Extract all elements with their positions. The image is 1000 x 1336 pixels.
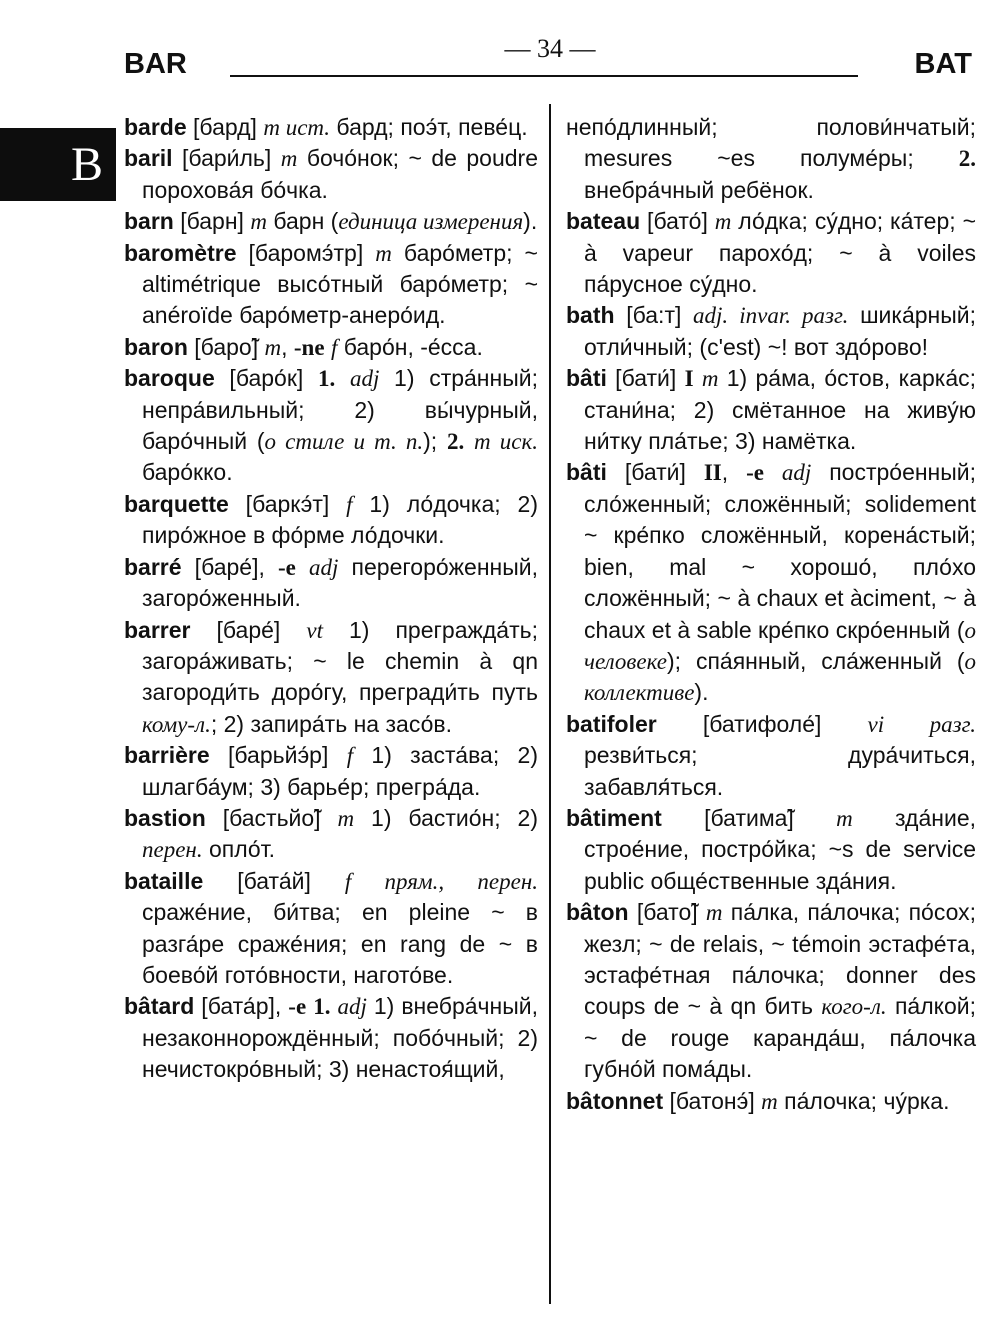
- grammar-label: единица измерения: [338, 209, 524, 235]
- grammar-label: f прям., перен.: [344, 868, 538, 894]
- grammar-label: m: [264, 334, 282, 360]
- grammar-label: о коллективе: [584, 648, 976, 706]
- entry-text: [ба:т]: [614, 302, 694, 329]
- headword: barde: [124, 114, 187, 140]
- grammar-label: m: [714, 209, 732, 235]
- dictionary-entry: [124, 991, 538, 1085]
- headword: barré: [124, 553, 182, 580]
- entry-text: ).: [523, 208, 538, 235]
- headword: barrière: [124, 742, 210, 769]
- entry-text: ; 2) запира́ть на засо́в.: [210, 710, 452, 737]
- entry-text: [бард]: [186, 114, 264, 140]
- entry-text: 1) стра́нный; непра́вильный; 2) вы́чурный, баро́чный (: [142, 365, 538, 455]
- grammar-label: f: [346, 491, 353, 517]
- entry-text: [бата́р],: [194, 993, 289, 1020]
- entry-text: [баре́]: [190, 616, 307, 643]
- headword: bâton: [566, 899, 629, 926]
- entry-text: баро́кко.: [142, 459, 233, 486]
- entry-text: 1) ра́ма, о́стов, карка́с; стани́на; 2) смётанное на живу́ю ни́тку пла́тье; 3) намётка.: [584, 365, 977, 455]
- left-running-headword: BAR: [124, 48, 187, 80]
- dictionary-entry: [124, 866, 538, 992]
- sense-marker: -e: [278, 554, 296, 580]
- sense-marker: -ne: [293, 334, 325, 360]
- right-running-headword: BAT: [914, 48, 972, 80]
- sense-marker: 1.: [318, 366, 336, 392]
- sense-marker: -e: [746, 460, 764, 486]
- entry-text: );: [423, 428, 447, 455]
- dictionary-entry: [124, 615, 538, 741]
- entry-text: па́лкой; ~ de rouge каранда́ш, па́лочка губно́й пома́ды.: [584, 993, 976, 1083]
- headword: baron: [124, 333, 188, 360]
- headword: bateau: [566, 208, 641, 235]
- right-column: [566, 112, 976, 1117]
- headword: bâtiment: [566, 804, 662, 831]
- entry-text: баро́н, -е́сса.: [337, 333, 483, 360]
- entry-text: [батифоле́]: [656, 710, 868, 737]
- sense-marker: II: [703, 460, 722, 486]
- entry-text: ,: [721, 459, 747, 486]
- grammar-label: f: [330, 334, 338, 360]
- headword: barrer: [124, 616, 191, 643]
- entry-text: [баромэ́тр]: [236, 239, 376, 266]
- dictionary-entry: [124, 206, 538, 237]
- headword: bâti: [566, 459, 607, 486]
- headword: bastion: [124, 804, 206, 831]
- entry-text: резви́ться; дура́читься, забавля́ться.: [584, 742, 976, 800]
- entry-text: зда́ние, строе́ние, постро́йка; ~s de service public обще́ственные зда́ния.: [584, 804, 976, 894]
- grammar-label: m иск.: [474, 429, 539, 455]
- header-rule: [230, 75, 858, 77]
- sense-marker: I: [684, 366, 694, 392]
- grammar-label: перен.: [142, 837, 203, 863]
- grammar-label: adj: [309, 554, 339, 580]
- headword: barquette: [124, 490, 229, 517]
- dictionary-entry: [566, 206, 976, 300]
- grammar-label: m: [761, 1088, 778, 1114]
- entry-text: 1) бастио́н; 2): [354, 804, 538, 831]
- entry-text: [барьйэ́р]: [209, 742, 347, 769]
- entry-text: [296, 554, 309, 580]
- entry-text: 1) заста́ва; 2) шлагба́ум; 3) барье́р; прегра́да.: [142, 742, 538, 800]
- entry-text: [764, 459, 782, 485]
- entry-text: [бастьйо̃]: [205, 804, 338, 831]
- grammar-label: adj: [349, 366, 380, 392]
- headword: barn: [124, 208, 174, 235]
- dictionary-entry: [124, 143, 538, 206]
- sense-marker: 2.: [446, 429, 465, 455]
- entry-text: внебра́чный ребёнок.: [584, 176, 814, 203]
- headword: bâtard: [124, 993, 195, 1020]
- entry-text: [бато́]: [640, 208, 715, 235]
- entry-text: сраже́ние, би́тва; en pleine ~ в разга́ре сраже́ния; en rang de ~ в боево́й гото́вности, нагото́ве.: [142, 899, 538, 988]
- entry-text: [баро̃]: [187, 333, 265, 360]
- entry-text: перегоро́женный, загоро́женный.: [142, 553, 538, 612]
- dictionary-entry: [124, 740, 538, 803]
- grammar-label: m: [375, 240, 392, 266]
- dictionary-entry: [124, 363, 538, 489]
- dictionary-entry: [566, 709, 976, 803]
- entry-text: па́лочка; чу́рка.: [777, 1087, 950, 1114]
- entry-text: барн (: [266, 208, 339, 235]
- page-number: — 34 —: [504, 34, 596, 63]
- grammar-label: кому-л.: [142, 711, 211, 737]
- dictionary-entry: [124, 112, 538, 143]
- entry-text: постро́енный; сло́женный; сложённый; solidement ~ кре́пко сложённый, корена́стый; bien, mal ~ хорошо́, пло́хо сложённый; ~ à chaux et àciment, ~ à chaux et à sable кре́пко скро́енный (: [584, 459, 977, 643]
- entry-text: ); спа́янный, сла́женный (: [667, 647, 965, 674]
- grammar-label: кого-л.: [821, 994, 887, 1020]
- dictionary-entry: [566, 897, 976, 1085]
- entry-text: [барн]: [173, 208, 251, 235]
- entry-text: [694, 365, 702, 391]
- dictionary-entry: [566, 457, 976, 708]
- grammar-label: adj. invar. разг.: [693, 303, 849, 329]
- entry-text: шика́рный; отли́чный; (c'est) ~! вот здо́рово!: [584, 302, 976, 360]
- entry-text: [батонэ́]: [663, 1087, 762, 1114]
- entry-text: [бато̃]: [628, 899, 706, 926]
- entry-text: 1) прегражда́ть; загора́живать; ~ le chemin à qn загороди́ть доро́гу, прегради́ть путь: [142, 616, 538, 706]
- entry-text: 1) внебра́чный, незаконнорождённый; побо́чный; 2) нечистокро́вный; 3) ненастоя́щий,: [142, 993, 538, 1083]
- entry-text: баро́метр; ~ altimétrique высо́тный баро́метр; ~ anéroïde баро́метр-анеро́ид.: [142, 239, 538, 329]
- headword: baromètre: [124, 239, 237, 266]
- grammar-label: m: [836, 805, 853, 831]
- grammar-label: m: [250, 209, 267, 235]
- letter-thumb-tab: B: [0, 128, 116, 201]
- dictionary-entry: [566, 112, 976, 206]
- grammar-label: vt: [306, 617, 323, 643]
- entry-text: [бата́й]: [203, 867, 345, 894]
- entry-text: бард; поэ́т, певе́ц.: [330, 114, 528, 140]
- entry-text: [464, 428, 474, 454]
- grammar-label: m ист.: [263, 115, 331, 140]
- entry-text: ,: [281, 333, 294, 360]
- page-header: [0, 0, 1000, 100]
- entry-text: опло́т.: [202, 836, 276, 863]
- headword: bath: [566, 302, 615, 329]
- entry-text: непо́длинный; полови́нчатый; mesures ~es полуме́ры;: [566, 114, 976, 172]
- sense-marker: -e: [288, 994, 307, 1020]
- grammar-label: m: [337, 805, 355, 831]
- grammar-label: m: [280, 146, 298, 172]
- dictionary-entry: [566, 803, 976, 897]
- entry-text: 1) ло́дочка; 2) пиро́жное в фо́рме ло́дочки.: [142, 490, 538, 549]
- entry-text: [бари́ль]: [172, 145, 281, 172]
- grammar-label: m: [705, 900, 723, 926]
- headword: bataille: [124, 867, 204, 894]
- entry-text: бочо́нок; ~ de poudre порохова́я бо́чка.: [142, 145, 538, 203]
- dictionary-entry: [566, 363, 976, 457]
- dictionary-entry: [124, 803, 538, 866]
- entry-text: [баркэ́т]: [228, 490, 347, 517]
- grammar-label: о стиле и т. п.: [264, 429, 424, 455]
- entry-text: па́лка, па́лочка; по́сох; жезл; ~ de relais, ~ témoin эстафе́та, эстафе́тная па́лочка; donner des coups de ~ à qn бить: [584, 899, 976, 1020]
- grammar-label: vi разг.: [867, 711, 976, 737]
- headword: baroque: [124, 365, 215, 392]
- dictionary-entry: [124, 238, 538, 332]
- grammar-label: m: [701, 366, 719, 392]
- grammar-label: f: [346, 743, 354, 769]
- entry-text: [батима̃]: [661, 804, 837, 831]
- entry-text: [баро́к]: [214, 365, 318, 392]
- sense-marker: 2.: [958, 146, 976, 172]
- grammar-label: adj: [337, 994, 367, 1020]
- headword: batifoler: [566, 710, 657, 737]
- left-column: [124, 112, 538, 1086]
- entry-text: ).: [694, 679, 709, 706]
- headword: bâti: [566, 365, 607, 392]
- headword: bâtonnet: [566, 1087, 664, 1114]
- dictionary-entry: [566, 300, 976, 363]
- sense-marker: 1.: [313, 994, 331, 1020]
- dictionary-entry: [124, 552, 538, 615]
- entry-text: ло́дка; су́дно; ка́тер; ~ à vapeur парохо́д; ~ à voiles па́русное су́дно.: [584, 208, 977, 298]
- dictionary-entry: [124, 489, 538, 552]
- entry-text: [бати́]: [606, 365, 685, 392]
- column-divider: [549, 104, 551, 1304]
- headword: baril: [124, 145, 173, 172]
- entry-text: [бати́]: [606, 459, 704, 486]
- grammar-label: о человеке: [584, 617, 976, 674]
- grammar-label: adj: [781, 460, 812, 486]
- entry-text: [335, 365, 350, 391]
- entry-text: [баре́],: [181, 553, 279, 580]
- dictionary-entry: [124, 332, 538, 363]
- dictionary-entry: [566, 1086, 976, 1117]
